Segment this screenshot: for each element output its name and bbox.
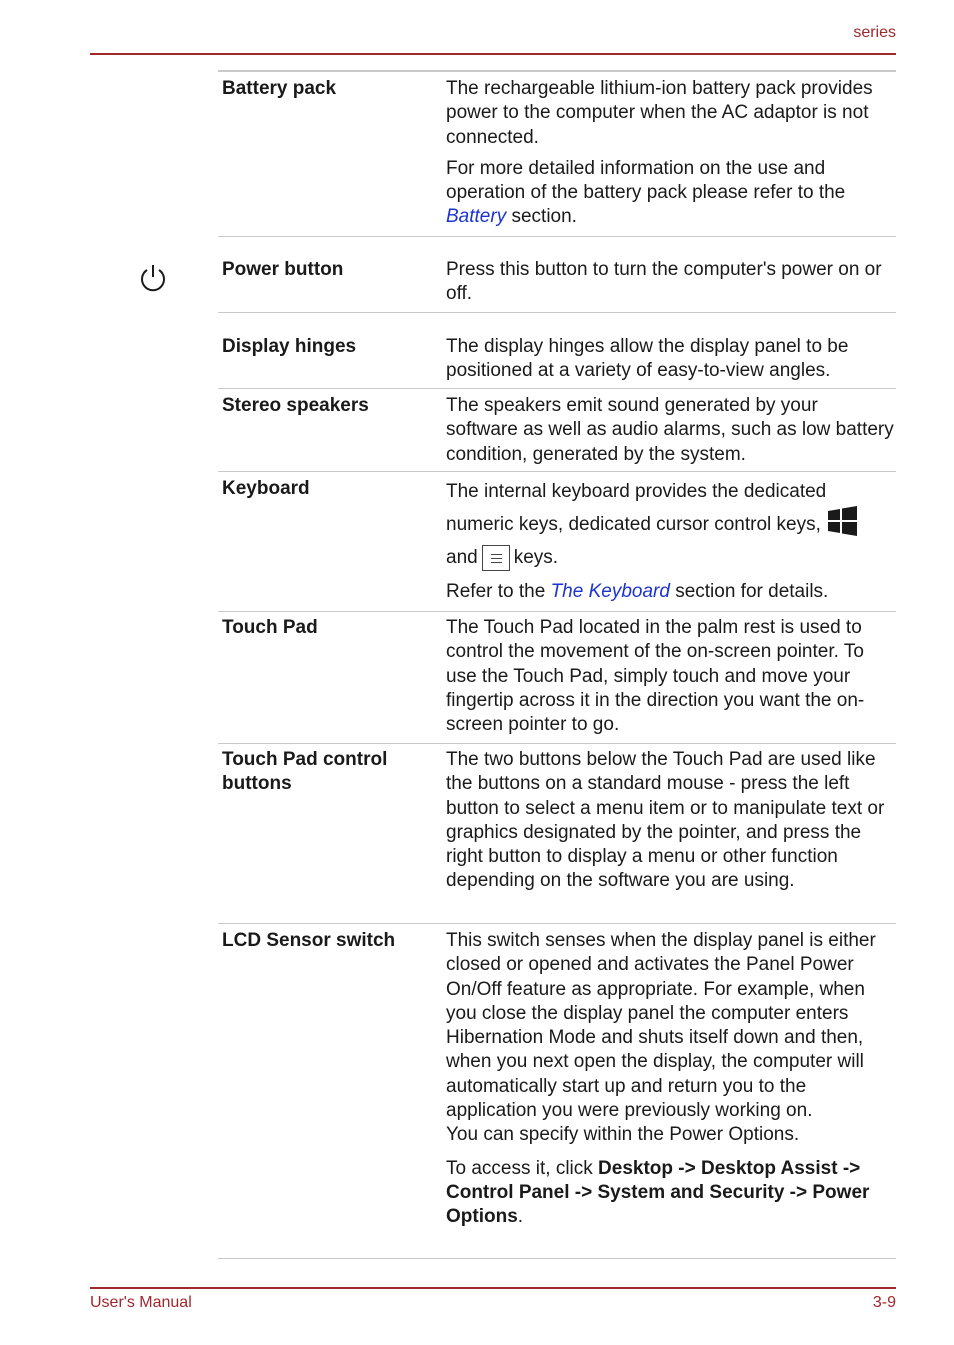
paragraph	[446, 157, 894, 230]
term-lcd-sensor-switch: LCD Sensor switch	[222, 930, 396, 951]
table-row	[218, 70, 896, 238]
table-row	[218, 236, 896, 313]
text: To access it, click	[446, 1157, 599, 1179]
windows-key-icon	[827, 506, 858, 537]
term-power-button: Power button	[222, 259, 344, 280]
paragraph: You can specify within the Power Options.	[446, 1124, 800, 1146]
description	[446, 77, 894, 230]
description	[446, 477, 894, 604]
text: The internal keyboard provides the dedicated numeric keys, dedicated cursor control keys,	[446, 481, 827, 535]
term-touch-pad: Touch Pad	[222, 617, 318, 638]
menu-path: Desktop -> Desktop Assist -> Control Panel -> System and Security -> Power Options	[446, 1157, 870, 1228]
paragraph	[446, 477, 894, 539]
table-bottom-rule	[218, 1258, 896, 1259]
term-display-hinges: Display hinges	[222, 336, 357, 357]
table-row	[218, 923, 896, 1259]
description	[446, 929, 894, 1230]
page-number: 3-9	[872, 1294, 896, 1311]
text: For more detailed information on the use and operation of the battery pack please refer to the	[446, 157, 846, 204]
battery-link[interactable]: Battery	[446, 206, 507, 228]
paragraph	[446, 543, 894, 573]
term-touch-pad-control-buttons: Touch Pad control buttons	[222, 749, 388, 794]
table-row	[218, 312, 896, 389]
description: The Touch Pad located in the palm rest is used to control the movement of the on-screen pointer. To use the Touch Pad, simply touch and move your fingertip across it in the direction you want the on-screen pointer to go.	[446, 617, 865, 736]
description: The speakers emit sound generated by your software as well as audio alarms, such as low battery condition, generated by the system.	[446, 395, 894, 465]
table-row	[218, 743, 896, 924]
term-keyboard: Keyboard	[222, 478, 310, 499]
table-row	[218, 471, 896, 612]
text: section.	[506, 206, 577, 228]
term-stereo-speakers: Stereo speakers	[222, 395, 369, 416]
footer-manual-label: User's Manual	[90, 1294, 192, 1311]
paragraph: The rechargeable lithium-ion battery pack provides power to the computer when the AC adaptor is not connected.	[446, 78, 873, 148]
term-battery-pack: Battery pack	[222, 78, 337, 99]
text: .	[517, 1206, 524, 1228]
text: keys.	[513, 547, 559, 568]
header-label: series	[853, 24, 896, 41]
table-row	[218, 611, 896, 744]
power-icon	[137, 262, 169, 294]
table-row	[218, 388, 896, 472]
paragraph	[446, 580, 894, 604]
keyboard-link[interactable]: The Keyboard	[550, 581, 670, 602]
text: Refer to the	[446, 581, 551, 602]
text: section for details.	[669, 581, 829, 602]
paragraph	[446, 1157, 894, 1230]
paragraph: This switch senses when the display panel is either closed or opened and activates the Panel Power On/Off feature as appropriate. For example, when you close the display panel the computer enters Hibernation Mode and shuts itself down and then, when you next open the display, the computer will automatically start up and return you to the application you were previously working on.	[446, 930, 876, 1122]
description: Press this button to turn the computer's power on or off.	[446, 259, 882, 305]
description: The two buttons below the Touch Pad are used like the buttons on a standard mouse - press the left button to select a menu item or to manipulate text or graphics designated by the pointer, and press the right button to display a menu or other function depending on the software you are using.	[446, 749, 885, 892]
header-rule	[90, 53, 896, 55]
footer-rule	[90, 1287, 896, 1289]
menu-key-icon	[482, 545, 510, 571]
text: and	[446, 547, 478, 568]
description: The display hinges allow the display panel to be positioned at a variety of easy-to-view angles.	[446, 336, 849, 382]
